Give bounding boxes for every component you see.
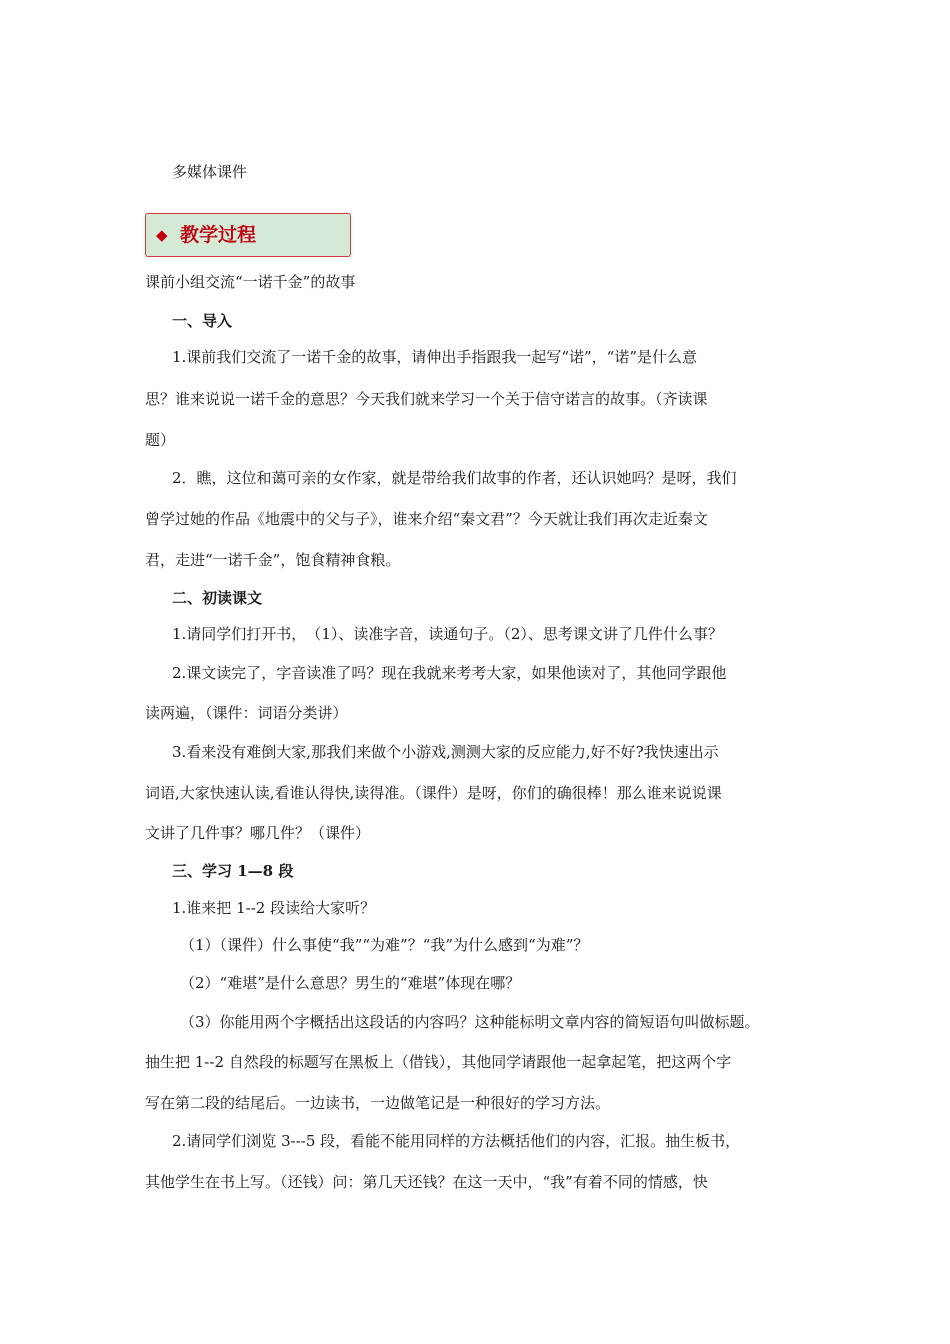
diamond-icon: ◆	[156, 226, 168, 244]
paragraph-line: （2）“难堪”是什么意思？男生的“难堪”体现在哪？	[180, 974, 521, 992]
paragraph-line: 文讲了几件事？哪几件？（课件）	[145, 824, 371, 842]
paragraph-line: 3.看来没有难倒大家,那我们来做个小游戏,测测大家的反应能力,好不好?我快速出示	[172, 743, 719, 761]
paragraph-line: （1）（课件）什么事使“我”“为难”？“我”为什么感到“为难”？	[180, 936, 589, 954]
paragraph-line: 君，走进“一诺千金”，饱食精神食粮。	[145, 551, 401, 569]
paragraph-line: 写在第二段的结尾后。一边读书，一边做笔记是一种很好的学习方法。	[145, 1094, 611, 1112]
paragraph-line: 抽生把 1--2 自然段的标题写在黑板上（借钱），其他同学请跟他一起拿起笔，把这两个字	[145, 1053, 732, 1071]
section-heading: 三、学习 1—8 段	[172, 862, 294, 880]
paragraph-line: 2．瞧，这位和蔼可亲的女作家，就是带给我们故事的作者，还认识她吗？是呀，我们	[172, 469, 737, 487]
paragraph-line: 1.谁来把 1--2 段读给大家听？	[172, 899, 376, 917]
paragraph-line: 读两遍，（课件：词语分类讲）	[145, 704, 348, 722]
section-heading: 一、导入	[172, 312, 233, 330]
header-text: 多媒体课件	[172, 163, 248, 181]
paragraph-line: 2.请同学们浏览 3---5 段，看能不能用同样的方法概括他们的内容，汇报。抽生板书，	[172, 1132, 741, 1150]
paragraph-line: 课前小组交流“一诺千金”的故事	[145, 273, 356, 291]
section-heading: 二、初读课文	[172, 589, 263, 607]
paragraph-line: 思？谁来说说一诺千金的意思？今天我们就来学习一个关于信守诺言的故事。（齐读课	[145, 390, 708, 408]
section-header-box	[145, 213, 351, 257]
section-title: 教学过程	[180, 224, 257, 246]
paragraph-line: 1.课前我们交流了一诺千金的故事，请伸出手指跟我一起写“诺”，“诺”是什么意	[172, 348, 697, 366]
paragraph-line: 题）	[145, 431, 176, 449]
paragraph-line: 1.请同学们打开书， （1）、读准字音，读通句子。（2）、思考课文讲了几件什么事？	[172, 625, 723, 643]
paragraph-line: （3）你能用两个字概括出这段话的内容吗？这种能标明文章内容的简短语句叫做标题。	[180, 1013, 760, 1031]
paragraph-line: 其他学生在书上写。（还钱）问：第几天还钱？在这一天中，“我”有着不同的情感，快	[145, 1173, 708, 1191]
paragraph-line: 词语,大家快速认读,看谁认得快,读得准。（课件）是呀，你们的确很棒！那么谁来说说课	[145, 784, 722, 802]
paragraph-line: 曾学过她的作品《地震中的父与子》，谁来介绍“秦文君”？今天就让我们再次走近秦文	[145, 510, 708, 528]
paragraph-line: 2.课文读完了，字音读准了吗？现在我就来考考大家，如果他读对了，其他同学跟他	[172, 664, 727, 682]
